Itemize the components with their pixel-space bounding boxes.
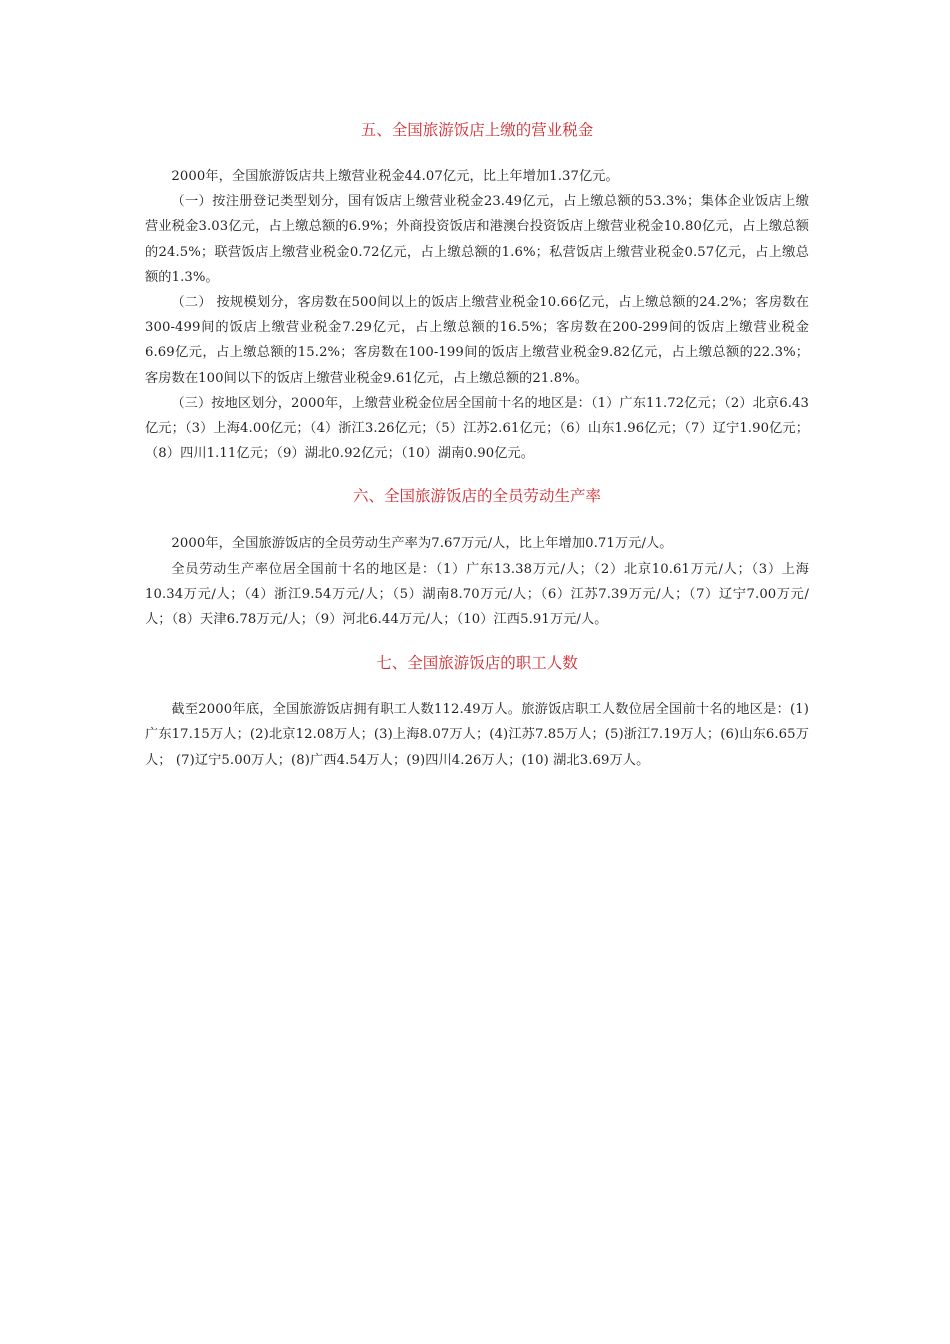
section-title-staff: 七、全国旅游饭店的职工人数 bbox=[376, 654, 578, 673]
productivity-paragraph-summary: 2000年，全国旅游饭店的全员劳动生产率为7.67万元/人，比上年增加0.71万元/人。 bbox=[171, 536, 673, 552]
tax-paragraph-by-scale: （二） 按规模划分，客房数在500间以上的饭店上缴营业税金10.66亿元，占上缴总额的24.2%；客房数在300-499间的饭店上缴营业税金7.29亿元，占上缴总额的16.5%；客房数在200-299间的饭店上缴营业税金6.69亿元，占上缴总额的15.2%；客房数在100-199间的饭店上缴营业税金9.82亿元，占上缴总额的22.3%；客房数在100间以下的饭店上缴营业税金9.61亿元，占上缴总额的21.8%。 bbox=[145, 295, 809, 386]
staff-paragraph: 截至2000年底，全国旅游饭店拥有职工人数112.49万人。旅游饭店职工人数位居全国前十名的地区是：(1)广东17.15万人；(2)北京12.08万人；(3)上海8.07万人；(4)江苏7.85万人；(5)浙江7.19万人；(6)山东6.65万人； (7)辽宁5.00万人；(8)广西4.54万人；(9)四川4.26万人；(10) 湖北3.69万人。 bbox=[145, 702, 809, 768]
tax-paragraph-summary: 2000年，全国旅游饭店共上缴营业税金44.07亿元，比上年增加1.37亿元。 bbox=[171, 169, 619, 184]
tax-paragraph-by-type: （一）按注册登记类型划分，国有饭店上缴营业税金23.49亿元，占上缴总额的53.3%；集体企业饭店上缴营业税金3.03亿元，占上缴总额的6.9%；外商投资饭店和港澳台投资饭店上缴营业税金10.80亿元，占上缴总额的24.5%；联营饭店上缴营业税金0.72亿元，占上缴总额的1.6%；私营饭店上缴营业税金0.57亿元，占上缴总额的1.3%。 bbox=[145, 194, 809, 285]
tax-paragraph-by-region: （三）按地区划分，2000年，上缴营业税金位居全国前十名的地区是：（1）广东11.72亿元；（2）北京6.43亿元；（3）上海4.00亿元；（4）浙江3.26亿元；（5）江苏2.61亿元；（6）山东1.96亿元；（7）辽宁1.90亿元；（8）四川1.11亿元；（9）湖北0.92亿元；（10）湖南0.90亿元。 bbox=[145, 395, 809, 462]
section-title-productivity: 六、全国旅游饭店的全员劳动生产率 bbox=[352, 487, 601, 506]
document-page bbox=[145, 118, 809, 773]
productivity-paragraph-ranking: 全员劳动生产率位居全国前十名的地区是：（1）广东13.38万元/人；（2）北京10.61万元/人；（3）上海10.34万元/人；（4）浙江9.54万元/人；（5）湖南8.70万元/人；（6）江苏7.39万元/人；（7）辽宁7.00万元/人；（8）天津6.78万元/人；（9）河北6.44万元/人；（10）江西5.91万元/人。 bbox=[145, 561, 809, 628]
section-title-tax: 五、全国旅游饭店上缴的营业税金 bbox=[360, 121, 594, 139]
